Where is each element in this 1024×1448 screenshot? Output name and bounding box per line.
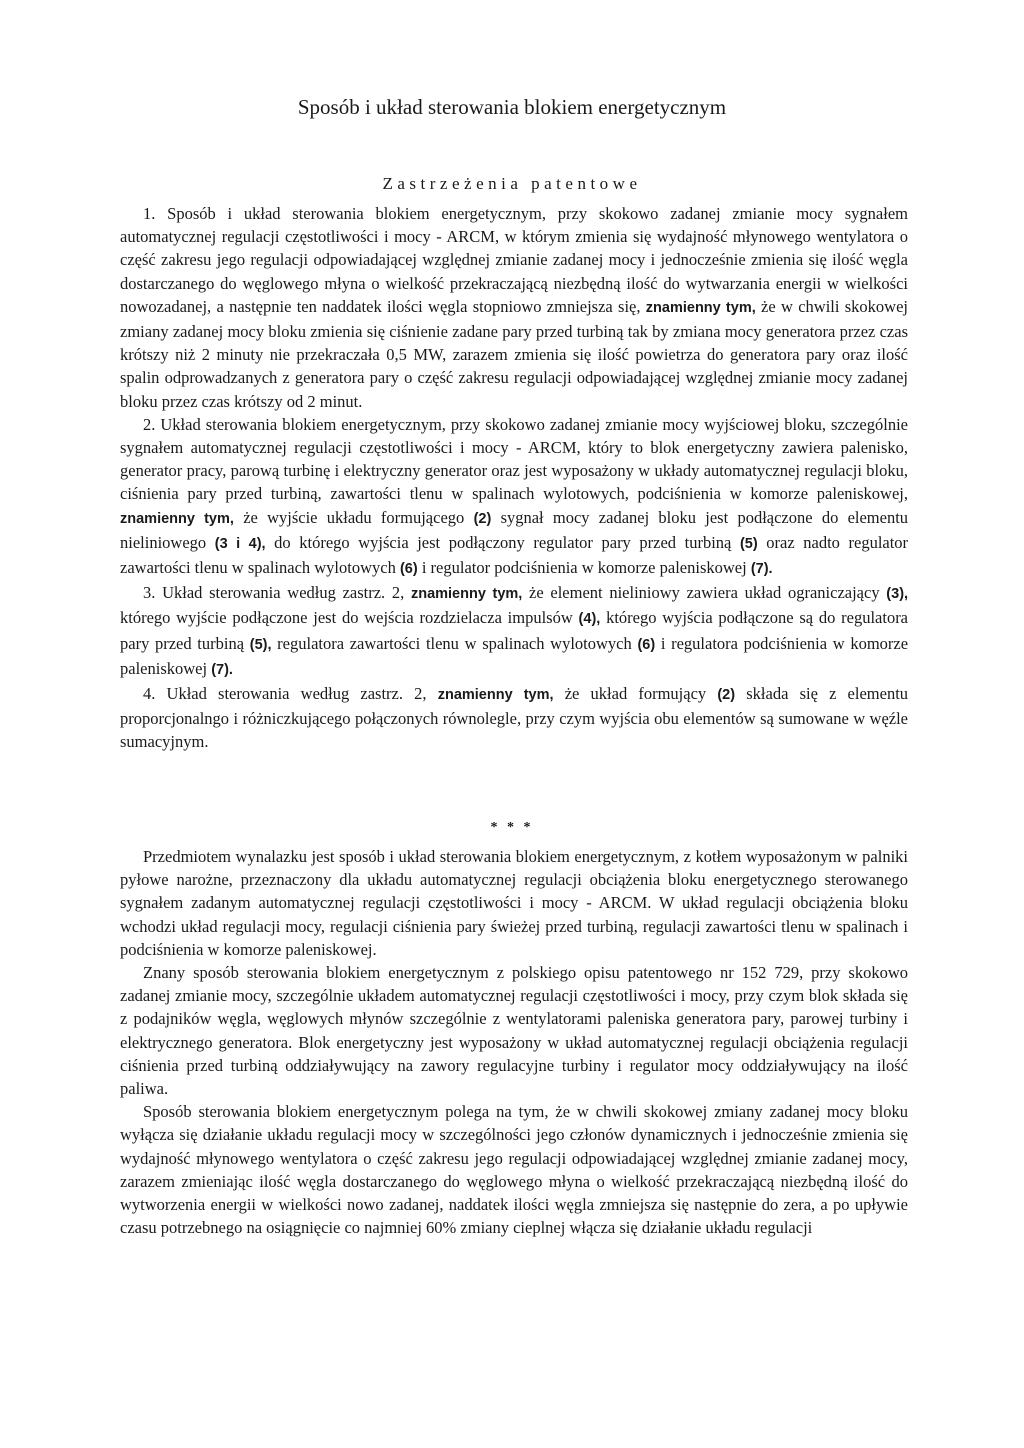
- claim-4-text-2: że układ formujący: [564, 684, 707, 704]
- claim-2-text-3: sygnał mocy zadanej bloku jest podłączone do elementu nieliniowego: [120, 507, 909, 552]
- claim-3-text-3: którego wyjście podłączone jest do wejścia rozdzielacza impulsów: [120, 608, 573, 628]
- claim-2-characterized: znamienny tym,: [120, 510, 234, 527]
- claim-4-text-3: składa się z elementu proporcjonalngo i różniczkującego połączonych równolegle, przy czym wyjścia obu elementów są sumowane w węźle sumacyjnym.: [120, 684, 909, 752]
- claim-2-ref-6: (6): [399, 561, 418, 578]
- claim-2-ref-2: (2): [473, 510, 492, 527]
- claims-heading: Zastrzeżenia patentowe: [382, 174, 642, 193]
- description-paragraph-2: Znany sposób sterowania blokiem energetycznym z polskiego opisu patentowego nr 152 729, przy skokowo zadanej zmianie mocy, szczególnie układem automatycznej regulacji częstotliwości i mocy, przy czym blok składa się z podajników węgla, węglowych młynów szczególnie z wentylatorami paleniska generatora pary, parowej turbiny i elektrycznego generatora. Blok energetyczny jest wyposażony w układ automatycznej regulacji obciążenia regulacji ciśnienia przed turbiną oddziaływujący na zawory regulacyjne turbiny i regulator mocy oddziaływujący na ilość paliwa.: [120, 963, 908, 1099]
- claim-2-text-5: oraz nadto regulator zawartości tlenu w spalinach wylotowych: [120, 532, 909, 578]
- claim-3-text-6: i regulatora podciśnienia w komorze paleniskowej: [120, 633, 909, 678]
- claim-2-ref-5: (5): [739, 535, 758, 552]
- claim-4: [120, 682, 908, 754]
- claim-2-text-6: i regulator podciśnienia w komorze paleniskowej: [421, 558, 747, 578]
- claim-4-ref-2: (2): [717, 687, 736, 704]
- description-paragraph-3: Sposób sterowania blokiem energetycznym polega na tym, że w chwili skokowej zmiany zadanej mocy bloku wyłącza się działanie układu regulacji mocy w szczególności jego członów dynamicznych i jednocześnie zmienia się wydajność młynowego wentylatora o część zakresu jego regulacji odpowiadającej względnej zmianie zadanej mocy, zarazem zmieniając ilość węgla dostarczanego do węglowego młyna o wielkość przekraczającą niezbędną ilość do wytworzenia energii w wielkości nowo zadanej, naddatek ilości węgla zmniejsza się następnie do zera, a po upływie czasu potrzebnego na osiągnięcie co najmniej 60% zmiany cieplnej włącza się działanie układu regulacji: [120, 1102, 908, 1238]
- claim-3-text: 3. Układ sterowania według zastrz. 2,: [143, 583, 405, 603]
- claim-2-text-4: do którego wyjścia jest podłączony regulator pary przed turbiną: [274, 532, 732, 552]
- description-paragraph-1: Przedmiotem wynalazku jest sposób i układ sterowania blokiem energetycznym, z kotłem wyposażonym w palniki pyłowe narożne, przeznaczony dla układu automatycznej regulacji obciążenia bloku energetycznego sterowanego sygnałem zadanym automatycznej regulacji częstotliwości i mocy - ARCM. W układ regulacji obciążenia bloku wchodzi układ regulacji mocy, regulacji ciśnienia pary świeżej przed turbiną, regulacji zawartości tlenu w spalinach i podciśnienia w komorze paleniskowej.: [120, 847, 908, 959]
- description-section: [120, 845, 908, 1239]
- claim-2-ref-7: (7).: [750, 561, 773, 578]
- claim-2-text-2: że wyjście układu formującego: [243, 507, 465, 527]
- claim-2-text: 2. Układ sterowania blokiem energetycznym, przy skokowo zadanej zmianie mocy wyjściowej bloku, szczególnie sygnałem automatycznej regulacji częstotliwości i mocy - ARCM, który to blok energetyczny zawiera palenisko, generator pracy, parową turbinę i elektryczny generator oraz jest wyposażony w układy automatycznej regulacji bloku, ciśnienia pary przed turbiną, zawartości tlenu w spalinach wylotowych, podciśnienia w komorze paleniskowej,: [120, 414, 908, 504]
- claim-2-ref-34: (3 i 4),: [214, 535, 266, 552]
- claim-3-ref-4: (4),: [578, 611, 601, 628]
- claim-1: [120, 202, 908, 413]
- claim-3-ref-6: (6): [637, 636, 656, 653]
- claim-3-characterized: znamienny tym,: [410, 586, 523, 603]
- claims-section: [120, 202, 908, 754]
- document-title: Sposób i układ sterowania blokiem energetycznym: [297, 95, 727, 119]
- claim-1-characterized: znamienny tym,: [645, 299, 756, 316]
- section-separator: * * *: [490, 820, 534, 835]
- claim-3-ref-5: (5),: [249, 636, 272, 653]
- claim-3-text-2: że element nieliniowy zawiera układ ograniczający: [529, 583, 880, 603]
- claim-4-text: 4. Układ sterowania według zastrz. 2,: [143, 684, 427, 704]
- claim-2: [120, 413, 908, 581]
- claim-3-text-4: którego wyjścia podłączone są do regulatora pary przed turbiną: [120, 608, 909, 653]
- claim-3-text-5: regulatora zawartości tlenu w spalinach wylotowych: [277, 633, 632, 653]
- claim-3-ref-3: (3),: [886, 586, 909, 603]
- claim-3-ref-7: (7).: [211, 661, 233, 678]
- claim-1-text: 1. Sposób i układ sterowania blokiem energetycznym, przy skokowo zadanej zmianie mocy sygnałem automatycznej regulacji częstotliwości i mocy - ARCM, w którym zmienia się wydajność młynowego wentylatora o część zakresu jego regulacji odpowiadającej względnej zmianie zadanej mocy i jednocześnie zmienia się ilość węgla dostarczanego do węglowego młyna o wielkość przekraczającą niezbędną ilość do wytwarzania energii w wielkości nowozadanej, a następnie ten naddatek ilości węgla stopniowo zmniejsza się,: [120, 204, 908, 316]
- claim-3: [120, 581, 908, 682]
- claim-4-characterized: znamienny tym,: [437, 687, 554, 704]
- claim-1-text-2: że w chwili skokowej zmiany zadanej mocy bloku zmienia się ciśnienie zadane pary przed turbiną tak by zmiana mocy generatora przez czas krótszy niż 2 minuty nie przekraczała 0,5 MW, zarazem zmienia się ilość powietrza do generatora pary oraz ilość spalin odprowadzanych z generatora pary o część zakresu regulacji odpowiadającej względnej zmianie mocy zadanej bloku przez czas krótszy od 2 minut.: [120, 296, 908, 411]
